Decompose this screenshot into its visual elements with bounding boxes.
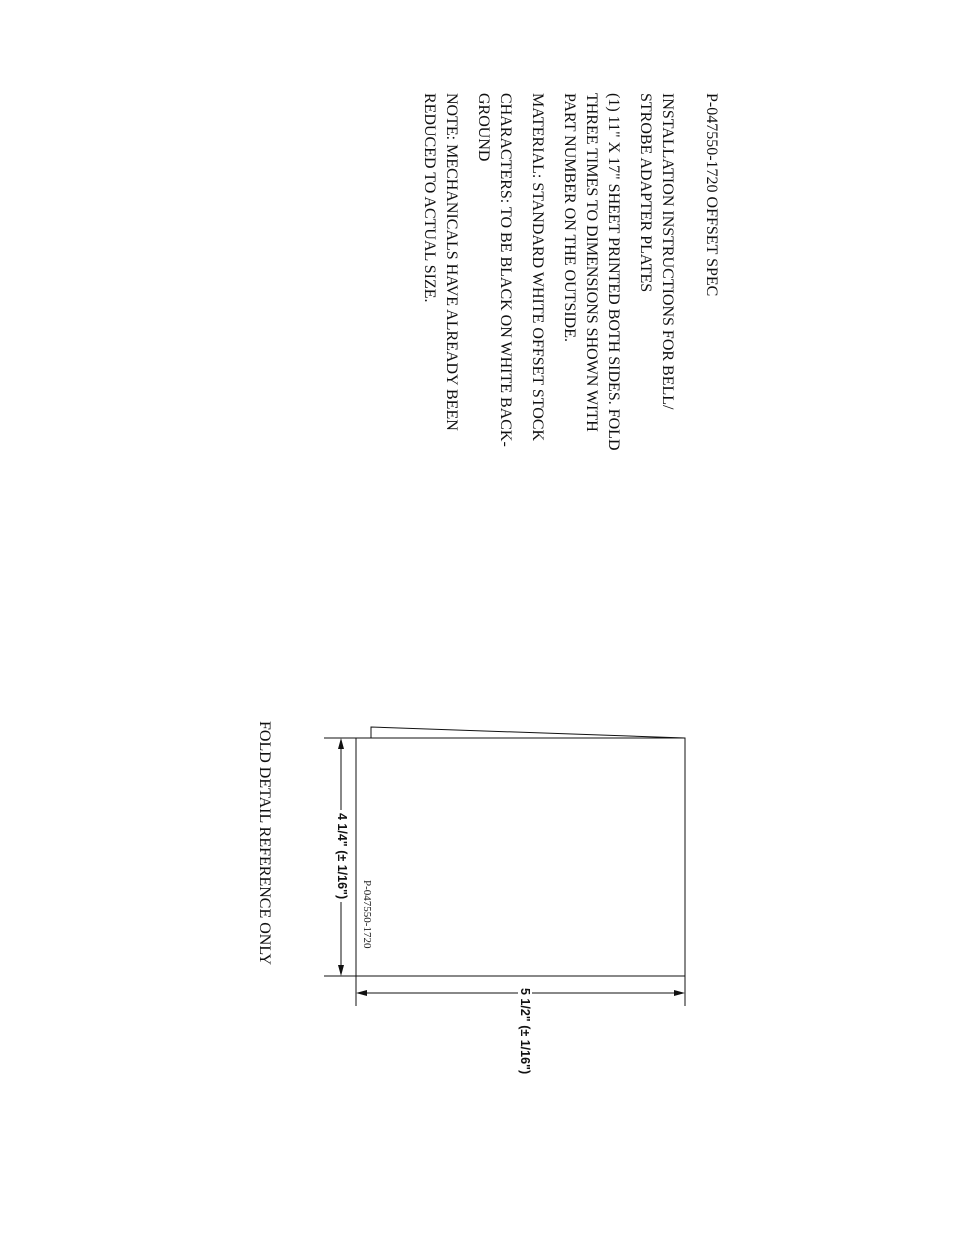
fold-panel-outline	[356, 738, 685, 976]
spec-note-line-2: REDUCED TO ACTUAL SIZE.	[421, 93, 438, 303]
spec-note-line-1: NOTE: MECHANICALS HAVE ALREADY BEEN	[443, 93, 460, 431]
dim-arrow-right	[674, 990, 685, 996]
dim-arrow-left	[356, 990, 367, 996]
panel-part-number: P-047550-1720	[361, 880, 373, 949]
spec-sheet-line-2: THREE TIMES TO DIMENSIONS SHOWN WITH	[583, 93, 600, 432]
width-dimension-label: 4 1/4" (± 1/16")	[335, 810, 349, 902]
spec-title: P-047550-1720 OFFSET SPEC	[703, 93, 720, 297]
spec-sheet-line-1: (1) 11" X 17" SHEET PRINTED BOTH SIDES. FOLD	[605, 93, 622, 451]
dim-arrow-down	[338, 965, 344, 976]
dim-arrow-up	[338, 738, 344, 749]
height-dimension-label: 5 1/2" (± 1/16")	[518, 985, 532, 1077]
spec-description-line-1: INSTALLATION INSTRUCTIONS FOR BELL/	[659, 93, 676, 410]
spec-characters-line-2: GROUND	[475, 93, 492, 162]
spec-characters-line-1: CHARACTERS: TO BE BLACK ON WHITE BACK-	[497, 93, 514, 447]
fold-back-flap	[371, 727, 685, 738]
spec-description-line-2: STROBE ADAPTER PLATES	[637, 93, 654, 293]
spec-material-line: MATERIAL: STANDARD WHITE OFFSET STOCK	[529, 93, 546, 442]
fold-detail-caption: FOLD DETAIL REFERENCE ONLY	[256, 721, 273, 966]
spec-sheet-line-3: PART NUMBER ON THE OUTSIDE.	[561, 93, 578, 342]
